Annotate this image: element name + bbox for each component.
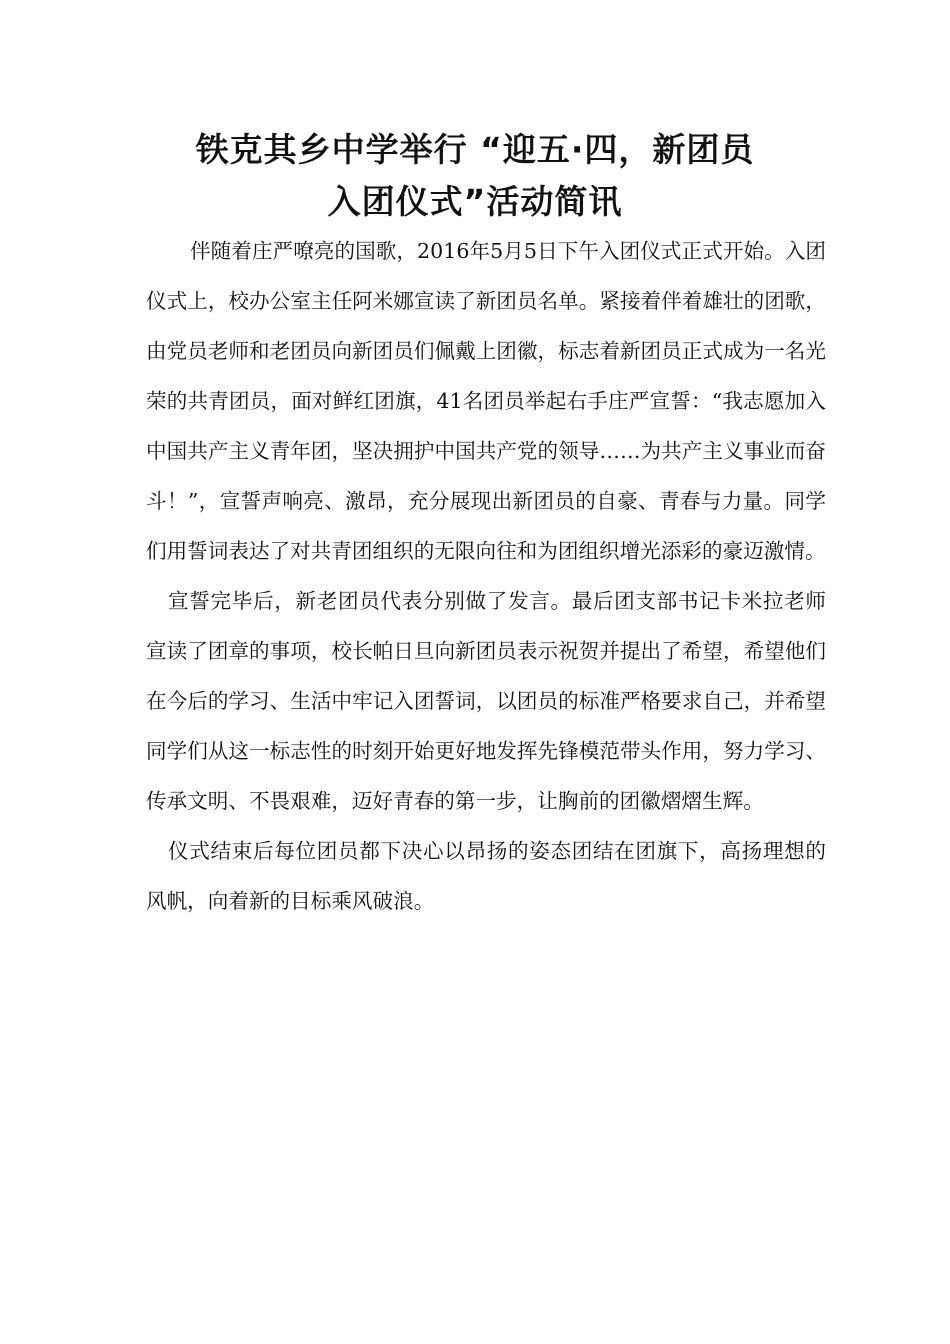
title-line-1: 铁克其乡中学举行 “迎五·四，新团员 [195, 130, 755, 169]
document-title [110, 124, 840, 228]
paragraph-speeches: 宣誓完毕后，新老团员代表分别做了发言。最后团支部书记卡米拉老师宣读了团章的事项，校长帕日旦向新团员表示祝贺并提出了希望，希望他们在今后的学习、生活中牢记入团誓词，以团员的标准严格要求自己，并希望同学们从这一标志性的时刻开始更好地发挥先锋模范带头作用，努力学习、传承文明、不畏艰难，迈好青春的第一步，让胸前的团徽熠熠生辉。 [146, 589, 826, 813]
paragraph-ceremony-start: 伴随着庄严嘹亮的国歌，2016年5月5日下午入团仪式正式开始。入团仪式上，校办公室主任阿米娜宣读了新团员名单。紧接着伴着雄壮的团歌，由党员老师和老团员向新团员们佩戴上团徽，标志着新团员正式成为一名光荣的共青团员，面对鲜红团旗，41名团员举起右手庄严宣誓：“我志愿加入中国共产主义青年团，坚决拥护中国共产党的领导……为共产主义事业而奋斗！”，宣誓声响亮、激昂，充分展现出新团员的自豪、青春与力量。同学们用誓词表达了对共青团组织的无限向往和为团组织增光添彩的豪迈激情。 [146, 239, 826, 563]
title-line-2: 入团仪式”活动简讯 [327, 182, 623, 221]
paragraph-closing: 仪式结束后每位团员都下决心以昂扬的姿态团结在团旗下，高扬理想的风帆，向着新的目标乘风破浪。 [146, 839, 826, 913]
article-body [146, 226, 826, 926]
